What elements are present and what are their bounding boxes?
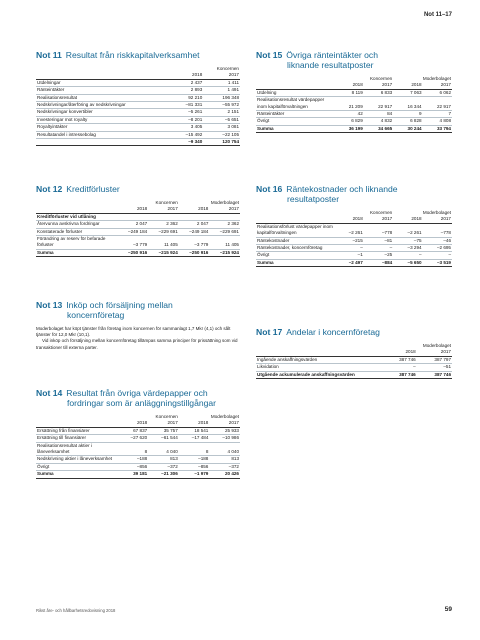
year-header: 2018 [118,420,149,427]
row-label: Likvidation [256,364,381,371]
row-value: 8 [179,442,210,456]
section-label-row [36,213,240,220]
row-value: –229 691 [209,228,240,235]
table-row [36,87,240,94]
note-17-title [256,327,452,337]
row-value: –22 105 [203,131,240,138]
total-value: 20 426 [209,471,240,478]
table-row [256,364,452,371]
row-value: 387 797 [417,356,452,363]
row-value: –249 184 [179,228,210,235]
year-header-row [36,72,240,79]
year-header: 2017 [417,349,452,356]
table-row [256,111,452,118]
total-value: –3 519 [423,259,452,266]
note-16 [256,184,452,267]
row-value: – [364,245,393,252]
total-label: Summa [36,249,118,256]
year-header: 2018 [179,206,210,213]
empty-cell [36,206,118,213]
row-label: Investeringar mot royalty [36,116,167,123]
year-header: 2017 [423,82,452,89]
table-row [36,228,240,235]
row-label: Royaltyintäkter [36,124,167,131]
total-value: –21 306 [148,471,179,478]
row-value: 9 [393,111,422,118]
note-heading: Övriga ränteintäkter och [286,50,378,60]
note-17 [256,327,452,379]
total-label: Summa [256,125,334,132]
row-value: 11 405 [209,236,240,250]
row-value: 2 047 [118,221,149,228]
row-value: –8 201 [167,116,204,123]
table-row [36,116,240,123]
year-header: 2018 [334,216,363,223]
table-row [256,223,452,237]
row-label: Utdelningar [36,79,167,86]
row-value: – [423,252,452,259]
total-value: –5 650 [393,259,422,266]
row-label: Ränteintäkter [36,87,167,94]
empty-cell [256,82,334,89]
table-row [36,456,240,463]
row-value: –856 [118,463,149,470]
row-value: 3 081 [203,124,240,131]
row-value: –2 695 [423,245,452,252]
note-12-table [36,200,240,257]
table-row [36,427,240,434]
year-header: 2017 [148,420,179,427]
note-12 [36,184,240,257]
note-11-table [36,66,240,146]
row-value: –5 261 [167,109,204,116]
note-14 [36,388,240,479]
row-value: –15 492 [167,131,204,138]
total-label: Utgående ackumulerade anskaffningsvärden [256,371,381,378]
row-value: –5 651 [203,116,240,123]
row-value: –372 [148,463,179,470]
row-value: 2 362 [148,221,179,228]
row-label: Realisationsförlust värdepapper inom kapitalförvaltningen [257,223,333,236]
row-value: 18 541 [179,427,210,434]
total-value: 120 754 [203,139,240,146]
total-value: –250 916 [179,249,210,256]
row-label: Övrigt [256,118,334,125]
row-value: –51 [417,364,452,371]
total-value: –215 924 [209,249,240,256]
row-value: 4 040 [209,442,240,456]
total-row [256,371,452,378]
table-row [36,124,240,131]
row-value: –372 [209,463,240,470]
year-header: 2017 [209,420,240,427]
table-row [256,89,452,96]
note-number: Not 12 [36,184,63,194]
note-12-title [36,184,240,194]
row-value: 35 757 [148,427,179,434]
note-number: Not 13 [36,300,63,310]
row-label: Realisationsresultat [36,94,167,101]
year-header: 2017 [423,216,452,223]
total-value: –1 979 [179,471,210,478]
note-11-title [36,50,240,60]
row-value: –229 691 [148,228,179,235]
row-value: –27 620 [118,435,149,442]
note-heading: Andelar i koncernföretag [286,327,380,337]
note-15 [256,50,452,133]
note-15-title [256,50,452,70]
total-value: –250 916 [118,249,149,256]
empty-cell [36,420,118,427]
table-row [256,252,452,259]
year-header: 2018 [334,82,363,89]
row-value: 4 832 [364,118,393,125]
row-value: – [381,364,416,371]
row-value: –3 294 [393,245,422,252]
row-value: –55 972 [203,102,240,109]
year-header: 2018 [393,82,422,89]
row-value: 2 362 [209,221,240,228]
table-row [36,79,240,86]
group-label: Koncernen [369,210,393,215]
total-value: –215 924 [148,249,179,256]
row-label: Resultatandel i intressebolag [36,131,167,138]
year-header: 2017 [364,216,393,223]
note-16-title [256,184,452,204]
row-label: Ersättning från finansiärer [36,427,118,434]
year-header-row [256,216,452,223]
row-value: 8 119 [334,89,363,96]
empty-cell [256,349,381,356]
row-value: 2 437 [167,79,204,86]
row-value: 7 063 [393,89,422,96]
row-value: –249 184 [118,228,149,235]
total-value: 387 746 [417,371,452,378]
row-label: Utdelning [256,89,334,96]
row-value: 42 [334,111,363,118]
note-13-text [36,326,240,351]
total-value: –2 497 [334,259,363,266]
total-value: 33 794 [423,125,452,132]
table-row [256,118,452,125]
row-value: 22 917 [364,97,393,111]
row-value: –25 [364,252,393,259]
row-label: Återvunna avskrivna fordringar [36,221,118,228]
note-number: Not 11 [36,50,62,60]
row-value: –778 [423,223,452,237]
note-heading-line-2: koncernföretag [67,310,125,320]
total-value: 34 665 [364,125,393,132]
row-value: –75 [393,237,422,244]
group-label: Koncernen [155,200,178,205]
year-header-row [36,420,240,427]
row-label: Räntekostnader, koncernföretag [256,245,334,252]
empty-cell [36,72,167,79]
row-value: –215 [334,237,363,244]
section-label: Not 11–17 [423,12,452,18]
row-label: Ersättning till finansiärer [36,435,118,442]
row-value: 2 151 [203,109,240,116]
row-value: –188 [118,456,149,463]
row-value: –17 484 [179,435,210,442]
total-row [36,471,240,478]
row-value: 92 210 [167,94,204,101]
row-label: Konstaterade förluster [36,228,118,235]
year-header-row [256,349,452,356]
row-value: 6 828 [393,118,422,125]
group-label: Koncernen [155,414,178,419]
row-value: –778 [364,223,393,237]
note-14-table [36,414,240,479]
page-number: 59 [444,606,452,613]
table-row [256,237,452,244]
table-row [36,463,240,470]
row-value: 196 348 [203,94,240,101]
row-value: –2 261 [334,223,363,237]
total-row [256,259,452,266]
note-number: Not 16 [256,184,283,194]
row-value: –1 [334,252,363,259]
row-value: 3 405 [167,124,204,131]
group-label: Koncernen [216,66,239,71]
total-value: –9 340 [167,139,204,146]
row-label: Nedskrivning aktier i låneverksamhet [36,456,118,463]
row-value: 84 [364,111,393,118]
table-row [36,102,240,109]
note-number: Not 15 [256,50,283,60]
row-value: 6 062 [423,89,452,96]
row-label: Realisationsresultat aktier i låneverksamhet [36,442,118,456]
table-row [36,442,240,456]
row-value: –10 986 [209,435,240,442]
total-value: 30 244 [393,125,422,132]
year-header-row [36,206,240,213]
note-13-title [36,300,240,320]
year-header: 2017 [148,206,179,213]
row-value: 25 933 [209,427,240,434]
group-label: Moderbolaget [422,210,451,215]
row-value: –3 779 [179,236,210,250]
note-heading: Räntekostnader och liknande [286,184,398,194]
table-row [36,109,240,116]
note-heading-line-2: fordringar som är anläggningstillgångar [67,398,217,408]
total-value: 39 181 [118,471,149,478]
row-value: 387 746 [381,356,416,363]
row-value: 8 [118,442,149,456]
note-16-table [256,210,452,267]
row-value: 21 209 [334,97,363,111]
year-header: 2018 [381,349,416,356]
section-label: Kreditförluster vid utlåning [36,213,240,220]
row-value: 67 837 [118,427,149,434]
note-heading: Resultat från riskkapitalverksamhet [65,50,200,60]
note-14-title [36,388,240,408]
row-value: 4 040 [148,442,179,456]
row-label: Övrigt [36,463,118,470]
table-row [36,94,240,101]
year-header: 2018 [393,216,422,223]
row-value: 11 405 [148,236,179,250]
note-17-table [256,343,452,379]
year-header-row [256,82,452,89]
table-row [36,236,240,250]
row-value: –188 [179,456,210,463]
row-value: 6 829 [334,118,363,125]
row-value: 2 893 [167,87,204,94]
row-label: Nedskrivningar konvertibler [36,109,167,116]
row-label: Ränteintäkter [256,111,334,118]
row-value: –81 331 [167,102,204,109]
note-15-table [256,76,452,133]
row-label: Ingående anskaffningsvärden [256,356,381,363]
row-value: –81 [364,237,393,244]
note-number: Not 14 [36,388,63,398]
note-heading: Inköp och försäljning mellan [66,300,173,310]
total-label [36,139,167,146]
row-value: 22 917 [423,97,452,111]
row-label: Nedskrivningar/återföring av nedskrivningar [36,102,167,109]
table-row [256,245,452,252]
table-row [36,131,240,138]
table-row [36,435,240,442]
year-header: 2017 [209,206,240,213]
group-label: Moderbolaget [422,343,451,348]
group-label: Moderbolaget [422,76,451,81]
row-value: 6 833 [364,89,393,96]
note-number: Not 17 [256,327,283,337]
total-value: 387 746 [381,371,416,378]
year-header: 2017 [203,72,240,79]
paragraph: Moderbolaget har köpt tjänster från företag inom koncernen för sammanlagt 1,7 Mkr (4,1) och sålt tjänster för 12,0 Mkr (10,1). [36,326,231,338]
row-label: Räntekostnader [256,237,334,244]
row-value: – [334,245,363,252]
page-header [0,0,480,30]
row-label: Övrigt [256,252,334,259]
row-value: 1 411 [203,79,240,86]
empty-cell [256,216,334,223]
row-value: – [393,252,422,259]
row-value: 16 344 [393,97,422,111]
footer-report-title: Rikst åre- och hållbarhetsredovisning 2018 [36,608,116,613]
row-label: Realisationsresultat värdepapper inom kapitalförvaltningen [256,97,334,111]
group-label: Moderbolaget [210,414,239,419]
row-value: 813 [148,456,179,463]
row-value: 4 808 [423,118,452,125]
note-heading: Kreditförluster [66,184,120,194]
row-value: 7 [423,111,452,118]
table-row [256,356,452,363]
note-13 [36,300,240,351]
total-value: 36 199 [334,125,363,132]
year-header: 2017 [364,82,393,89]
note-11 [36,50,240,146]
row-value: –856 [179,463,210,470]
year-header: 2018 [179,420,210,427]
note-heading: Resultat från övriga värdepapper och [66,388,208,398]
total-value: –884 [364,259,393,266]
table-row [256,97,452,111]
row-label: Förändring av reserv för befarade förluster [36,236,118,250]
group-label: Moderbolaget [210,200,239,205]
group-label: Koncernen [369,76,393,81]
note-heading-line-2: liknande resultatposter [287,60,374,70]
row-value: 2 047 [179,221,210,228]
row-value: –61 544 [148,435,179,442]
row-value: 1 491 [203,87,240,94]
total-row [36,249,240,256]
total-row [256,125,452,132]
total-label: Summa [256,259,334,266]
year-header: 2018 [118,206,149,213]
year-header: 2018 [167,72,204,79]
row-value: –46 [423,237,452,244]
total-row [36,139,240,146]
row-value: –2 261 [393,223,422,237]
row-value: –3 779 [118,236,149,250]
total-label: Summa [36,471,118,478]
note-heading-line-2: resultatposter [287,194,340,204]
paragraph: Vid inköp och försäljning mellan koncernföretag tillämpas samma principer för prissättning som vid transaktioner till externa parter. [36,338,238,350]
table-row [36,221,240,228]
row-value: 813 [209,456,240,463]
